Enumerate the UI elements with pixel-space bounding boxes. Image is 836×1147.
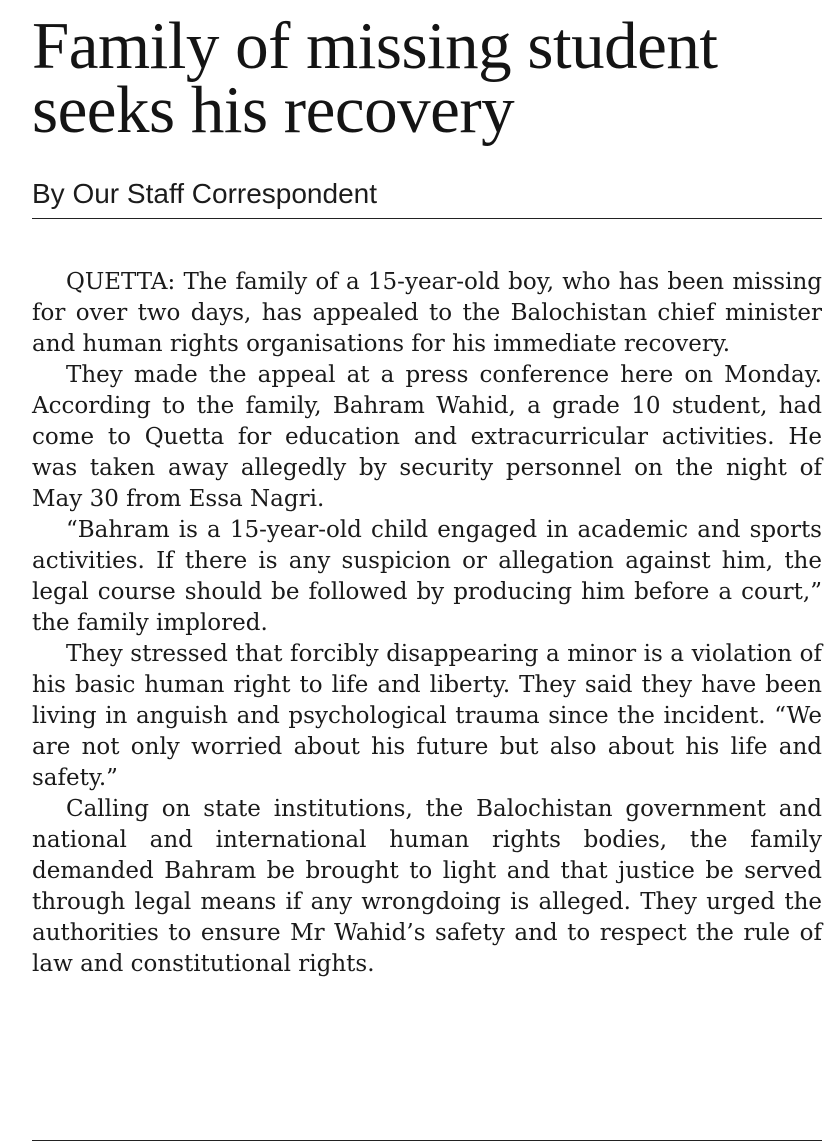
- article-paragraph: They stressed that forcibly disappearing a minor is a violation of his basic human right to life and liberty. They said they have been living in anguish and psychological trauma since the incident. “We are not only worried about his future but also about his life and safety.”: [32, 641, 822, 791]
- article-paragraph: QUETTA: The family of a 15-year-old boy, who has been missing for over two days, has appealed to the Balochistan chief minister and human rights organisations for his immediate recovery.: [32, 269, 822, 357]
- article-paragraph: Calling on state institutions, the Balochistan government and national and international human rights bodies, the family demanded Bahram be brought to light and that justice be served through legal means if any wrongdoing is alleged. They urged the authorities to ensure Mr Wahid’s safety and to respect the rule of law and constitutional rights.: [32, 796, 822, 977]
- byline: By Our Staff Correspondent: [32, 178, 822, 219]
- news-article: [32, 9, 822, 980]
- bottom-divider: [32, 1140, 822, 1141]
- article-paragraph: “Bahram is a 15-year-old child engaged in academic and sports activities. If there is any suspicion or allegation against him, the legal course should be followed by producing him before a court,” the family implored.: [32, 517, 822, 636]
- headline: Family of missing student seeks his recovery: [32, 9, 718, 147]
- article-body: [32, 267, 822, 980]
- article-paragraph: They made the appeal at a press conference here on Monday. According to the family, Bahram Wahid, a grade 10 student, had come to Quetta for education and extracurricular activities. He was taken away allegedly by security personnel on the night of May 30 from Essa Nagri.: [32, 362, 822, 512]
